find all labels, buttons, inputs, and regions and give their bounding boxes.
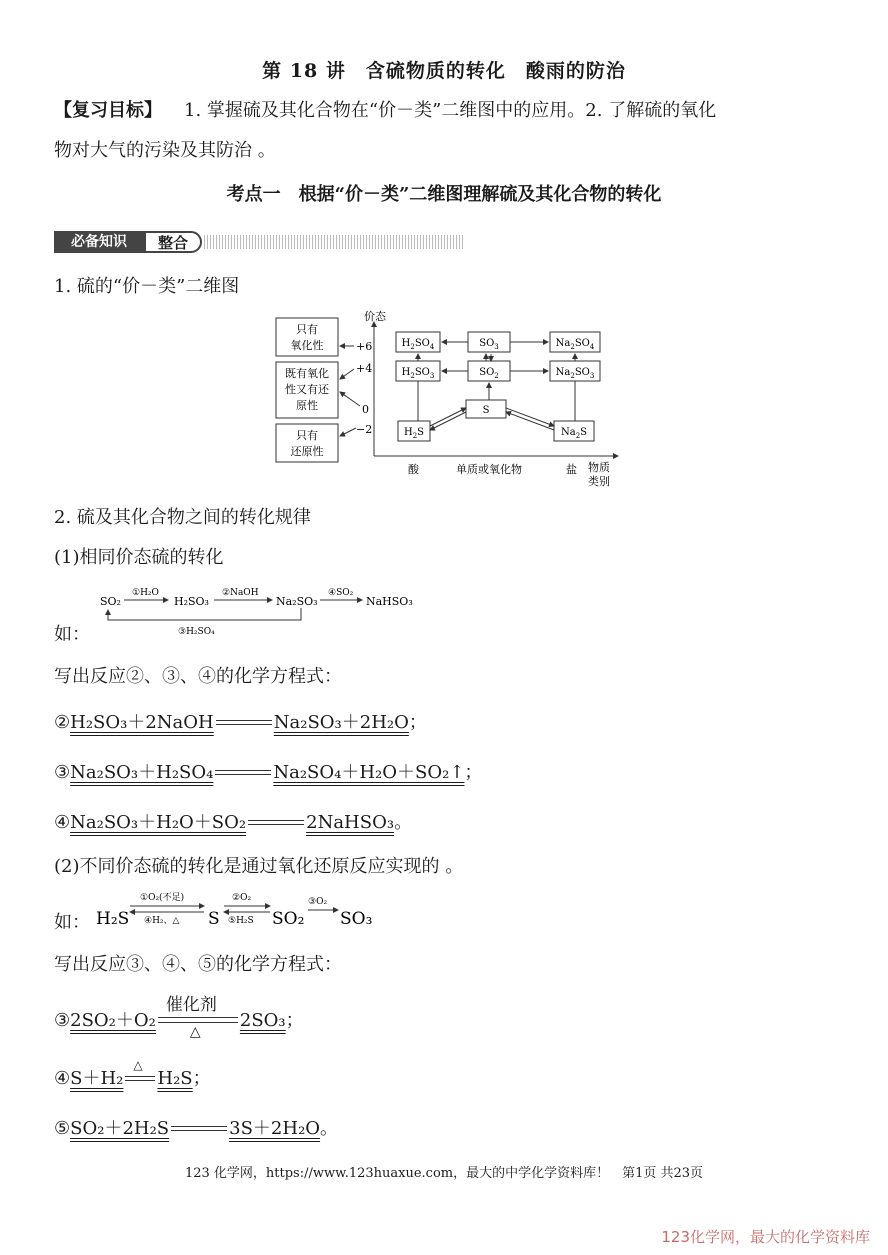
ask1: 写出反应②、③、④的化学方程式： [54,666,342,687]
eq2-lhs: H₂SO₃＋2NaOH [70,712,214,733]
species-h2so4: $H_2SO_4$ [401,338,435,351]
x-label-element-oxide: 单质或氧化物 [456,463,522,476]
review-line1: 1. 掌握硫及其化合物在“价－类”二维图中的应用。2. 了解硫的氧化 [184,100,717,121]
page-footer: 123 化学网，https://www.123huaxue.com，最大的中学化学资料库！ 第1页 共23页 [184,1166,704,1181]
box-both-line1: 既有氧化 [285,367,329,380]
eq5-lhs: 2SO₂＋O₂ [70,1010,156,1031]
equation-4 [54,808,412,834]
arrow-minus2 [340,428,356,436]
scheme2-diagram [94,886,394,936]
eq4-end: 。 [394,812,413,833]
eq5-reversible-arrow [158,995,238,1040]
valence-class-diagram [270,308,630,488]
scheme2-s: S [208,909,220,929]
eq3-rhs: Na₂SO₄＋H₂O＋SO₂↑ [273,762,465,783]
box-only-reducing-line2: 还原性 [290,445,324,458]
species-na2s: $Na_2S$ [560,427,588,440]
scheme2-prefix: 如： [54,912,90,933]
arrow-h2s-s [430,408,466,426]
eq6-end: ； [192,1068,211,1089]
eq4-num: ④ [54,812,71,833]
scheme1-label-3: ③H₂SO₄ [178,627,215,637]
scheme1-return-arrow [108,608,301,620]
kaodian-heading: 考点一 根据“价－类”二维图理解硫及其化合物的转化 [226,184,662,205]
scheme1-label-2: ②NaOH [222,588,259,598]
species-h2so3: $H_2SO_3$ [401,367,435,380]
watermark: 123化学网，最大的化学资料库 [661,1228,870,1246]
ask2: 写出反应③、④、⑤的化学方程式： [54,954,342,975]
tick-plus4: +4 [356,362,373,375]
scheme1-h2so3: H₂SO₃ [174,595,209,608]
eq7-lhs: SO₂＋2H₂S [70,1118,170,1139]
scheme2-label-3: ③O₂ [308,897,328,907]
page-title: 第 18 讲 含硫物质的转化 酸雨的防治 [262,60,626,82]
x-axis-title-line2: 类别 [588,475,610,488]
eq4-lhs: Na₂SO₃＋H₂O＋SO₂ [70,812,247,833]
tick-minus2: −2 [356,423,373,436]
eq4-rhs: 2NaHSO₃ [306,812,395,833]
tick-zero: 0 [362,403,369,416]
scheme2-label-5: ⑤H₂S [228,916,254,926]
arrow-s-na2s [506,408,554,426]
scheme2-so3: SO₃ [340,909,373,929]
eq5-num: ③ [54,1010,71,1031]
banner-dark-label: 必备知识 [54,231,144,253]
scheme1-label-1: ①H₂O [132,588,159,598]
box-both-line3: 原性 [296,399,318,412]
box-only-oxidizing-line2: 氧化性 [290,339,324,352]
scheme2-label-2: ②O₂ [232,893,252,903]
y-axis-label: 价态 [364,310,386,323]
scheme2-label-4: ④H₂、△ [144,916,180,926]
arrow-zero [340,392,360,406]
x-axis-title-line1: 物质 [588,461,610,474]
review-line2: 物对大气的污染及其防治 。 [54,140,276,161]
eq3-equals [215,768,271,778]
species-h2s: $H_2S$ [403,427,425,440]
eq3-num: ③ [54,762,71,783]
eq2-num: ② [54,712,71,733]
box-only-reducing [276,424,338,462]
scheme2-label-1: ①O₂(不足) [140,893,185,903]
scheme2-h2s: H₂S [96,909,130,929]
box-both-line2: 性又有还 [285,383,329,396]
x-label-salt: 盐 [566,463,577,476]
arrow-plus4 [340,369,354,379]
eq5-heat: △ [189,1024,201,1040]
x-label-acid: 酸 [408,463,419,476]
scheme1-na2so3: Na₂SO₃ [276,595,318,608]
eq6-num: ④ [54,1068,71,1089]
eq6-rhs: H₂S [157,1068,193,1089]
species-so3: $SO_3$ [479,338,499,351]
section1-heading: 1. 硫的“价－类”二维图 [54,276,240,297]
eq3-end: ； [464,762,483,783]
eq5-rhs: 2SO₃ [239,1010,286,1031]
eq7-rhs: 3S＋2H₂O [229,1118,321,1139]
eq7-equals [171,1124,227,1134]
eq6-equals [125,1058,155,1084]
sub2-heading: (2)不同价态硫的转化是通过氧化还原反应实现的 。 [54,856,464,877]
knowledge-banner [54,231,414,253]
eq5-end: ； [285,1010,304,1031]
eq7-num: ⑤ [54,1118,71,1139]
scheme1-prefix: 如： [54,624,90,645]
tick-plus6: +6 [356,340,373,353]
scheme1-label-4: ④SO₂ [328,588,354,598]
box-only-oxidizing-line1: 只有 [296,323,318,336]
eq7-end: 。 [320,1118,339,1139]
sub1-heading: (1)相同价态硫的转化 [54,547,224,568]
eq6-lhs: S＋H₂ [70,1068,124,1089]
banner-light-label: 整合 [144,231,202,253]
eq2-rhs: Na₂SO₃＋2H₂O [273,712,409,733]
equation-5 [54,995,304,1040]
eq5-catalyst: 催化剂 [165,995,217,1015]
equation-3 [54,758,482,784]
scheme1-so2: SO₂ [100,595,121,608]
box-only-oxidizing [276,318,338,356]
box-both [276,362,338,418]
banner-stripes [204,235,464,249]
scheme2-so2: SO₂ [272,909,305,929]
review-label: 【复习目标】 [54,100,162,121]
scheme1-diagram [96,584,426,640]
species-so2: $SO_2$ [479,367,499,380]
eq2-equals [216,718,272,728]
species-na2so4: $Na_2SO_4$ [555,338,595,351]
box-only-reducing-line1: 只有 [296,429,318,442]
eq2-end: ； [408,712,427,733]
scheme1-nahso3: NaHSO₃ [366,595,413,608]
equation-6 [54,1058,211,1090]
section2-heading: 2. 硫及其化合物之间的转化规律 [54,507,311,528]
eq3-lhs: Na₂SO₃＋H₂SO₄ [70,762,214,783]
arrow-s-h2s [430,412,466,430]
equation-7 [54,1114,338,1140]
arrow-na2s-s [506,412,554,430]
species-na2so3: $Na_2SO_3$ [555,367,595,380]
review-objectives [54,96,716,122]
species-s: S [482,405,490,416]
eq4-equals [248,818,304,828]
equation-2 [54,708,427,734]
eq6-heat: △ [133,1058,143,1072]
